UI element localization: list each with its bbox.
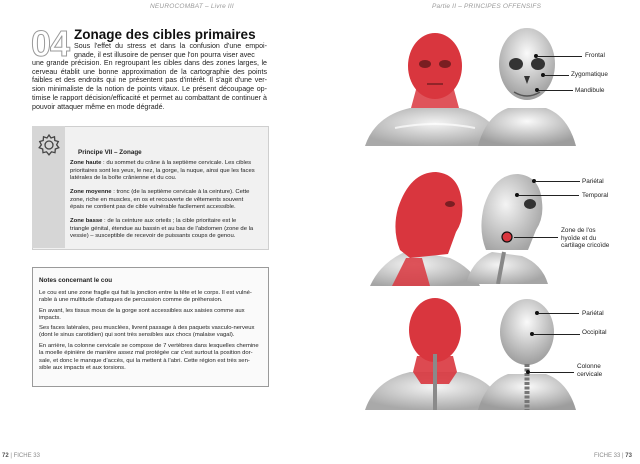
leader-line bbox=[514, 237, 558, 238]
section-number: 04 bbox=[31, 23, 70, 64]
leader-line bbox=[534, 334, 580, 335]
footer-left: 72 | FICHE 33 bbox=[2, 453, 40, 459]
intro-paragraph-rest: une grande précision. En regroupant les cibles dans des zones larges, le cerveau établit une bonne approximation de la cartographie des points faibles et des endroits qui ne présentent pas d'intérêt. Il s'agit d'une ver-sion minimaliste de la notion de points vitaux. Le présent découpage op-timise le rapport décision/efficacité et permet au combattant de continuer à pouvoir attaquer même en mode dégradé. bbox=[32, 59, 267, 111]
notes-title: Notes concernant le cou bbox=[39, 277, 113, 284]
leader-line bbox=[539, 90, 573, 91]
leader-line bbox=[538, 56, 582, 57]
notes-paragraph: En arrière, la colonne cervicale se compose de 7 vertèbres dans lesquelles chemine la moelle épinière de manière assez mal protégée car c'est surtout la position dor-sale, et donc le manque d'accès, qui la mettent à l'abri. Cette région est très sen-sible aux impacts et aux torsions. bbox=[39, 343, 259, 372]
side-head-zone-illustration bbox=[370, 158, 480, 286]
leader-line bbox=[536, 181, 580, 182]
intro-paragraph-start: Sous l'effet du stress et dans la confusion d'une empoi-gnade, il est illusoire de penser que l'on pourra viser avec bbox=[74, 42, 267, 59]
footer-right: FICHE 33 | 73 bbox=[594, 453, 632, 459]
label-parietal: Pariétal bbox=[582, 178, 604, 185]
label-mandibule: Mandibule bbox=[575, 87, 605, 94]
running-header-right: Partie II – PRINCIPES OFFENSIFS bbox=[432, 3, 542, 10]
leader-line bbox=[539, 313, 579, 314]
notes-paragraph: Le cou est une zone fragile qui fait la jonction entre la tête et le corps. Il est vulné-rable à une multitude d'attaques de percussion comme de préhension. bbox=[39, 290, 252, 304]
label-parietal-back: Pariétal bbox=[582, 310, 604, 317]
principle-zone-mid: Zone moyenne : tronc (de la septième cervicale à la ceinture). Cette zone, riche en muscles, en os et recouverte de vêtements souvent épais ne contient pas de cible vulnérable facilement accessible. bbox=[70, 189, 250, 210]
leader-line bbox=[519, 195, 579, 196]
notes-paragraph: Ses faces latérales, peu musclées, livrent passage à des paquets vasculo-nerveux (dont le sinus carotidien) qui sont très sensibles aux chocs (malaise vagal). bbox=[39, 325, 255, 339]
section-title: Zonage des cibles primaires bbox=[74, 27, 256, 42]
front-skull-illustration bbox=[478, 22, 576, 146]
label-hyoide: Zone de l'os hyoïde et du cartilage cricoïde bbox=[561, 227, 610, 249]
side-skull-illustration bbox=[466, 160, 548, 284]
principle-zone-low: Zone basse : de la ceinture aux orteils ; la cible prioritaire est le triangle génital, étendue au bassin et au bas de l'abdomen (zone de la vessie) – susceptible de recevoir de puissants coups de genou. bbox=[70, 218, 254, 239]
hyoid-target-marker bbox=[500, 230, 514, 244]
label-colonne: Colonne cervicale bbox=[577, 363, 603, 378]
label-zygomatique: Zygomatique bbox=[571, 71, 608, 78]
running-header-left: NEUROCOMBAT – Livre III bbox=[150, 3, 234, 10]
principle-zone-high: Zone haute : du sommet du crâne à la septième cervicale. Les cibles prioritaires sont les yeux, le nez, la gorge, la nuque, ainsi que les faces latérales de la boîte crânienne et du cou. bbox=[70, 160, 255, 181]
label-temporal: Temporal bbox=[582, 192, 609, 199]
back-skull-illustration bbox=[478, 294, 576, 410]
leader-line bbox=[530, 372, 574, 373]
notes-paragraph: En avant, les tissus mous de la gorge sont accessibles aux saisies comme aux impacts. bbox=[39, 308, 245, 322]
principle-title: Principe VII – Zonage bbox=[78, 149, 142, 156]
gear-icon bbox=[36, 132, 62, 158]
label-occipital: Occipital bbox=[582, 329, 607, 336]
leader-line bbox=[545, 75, 569, 76]
label-frontal: Frontal bbox=[585, 52, 605, 59]
